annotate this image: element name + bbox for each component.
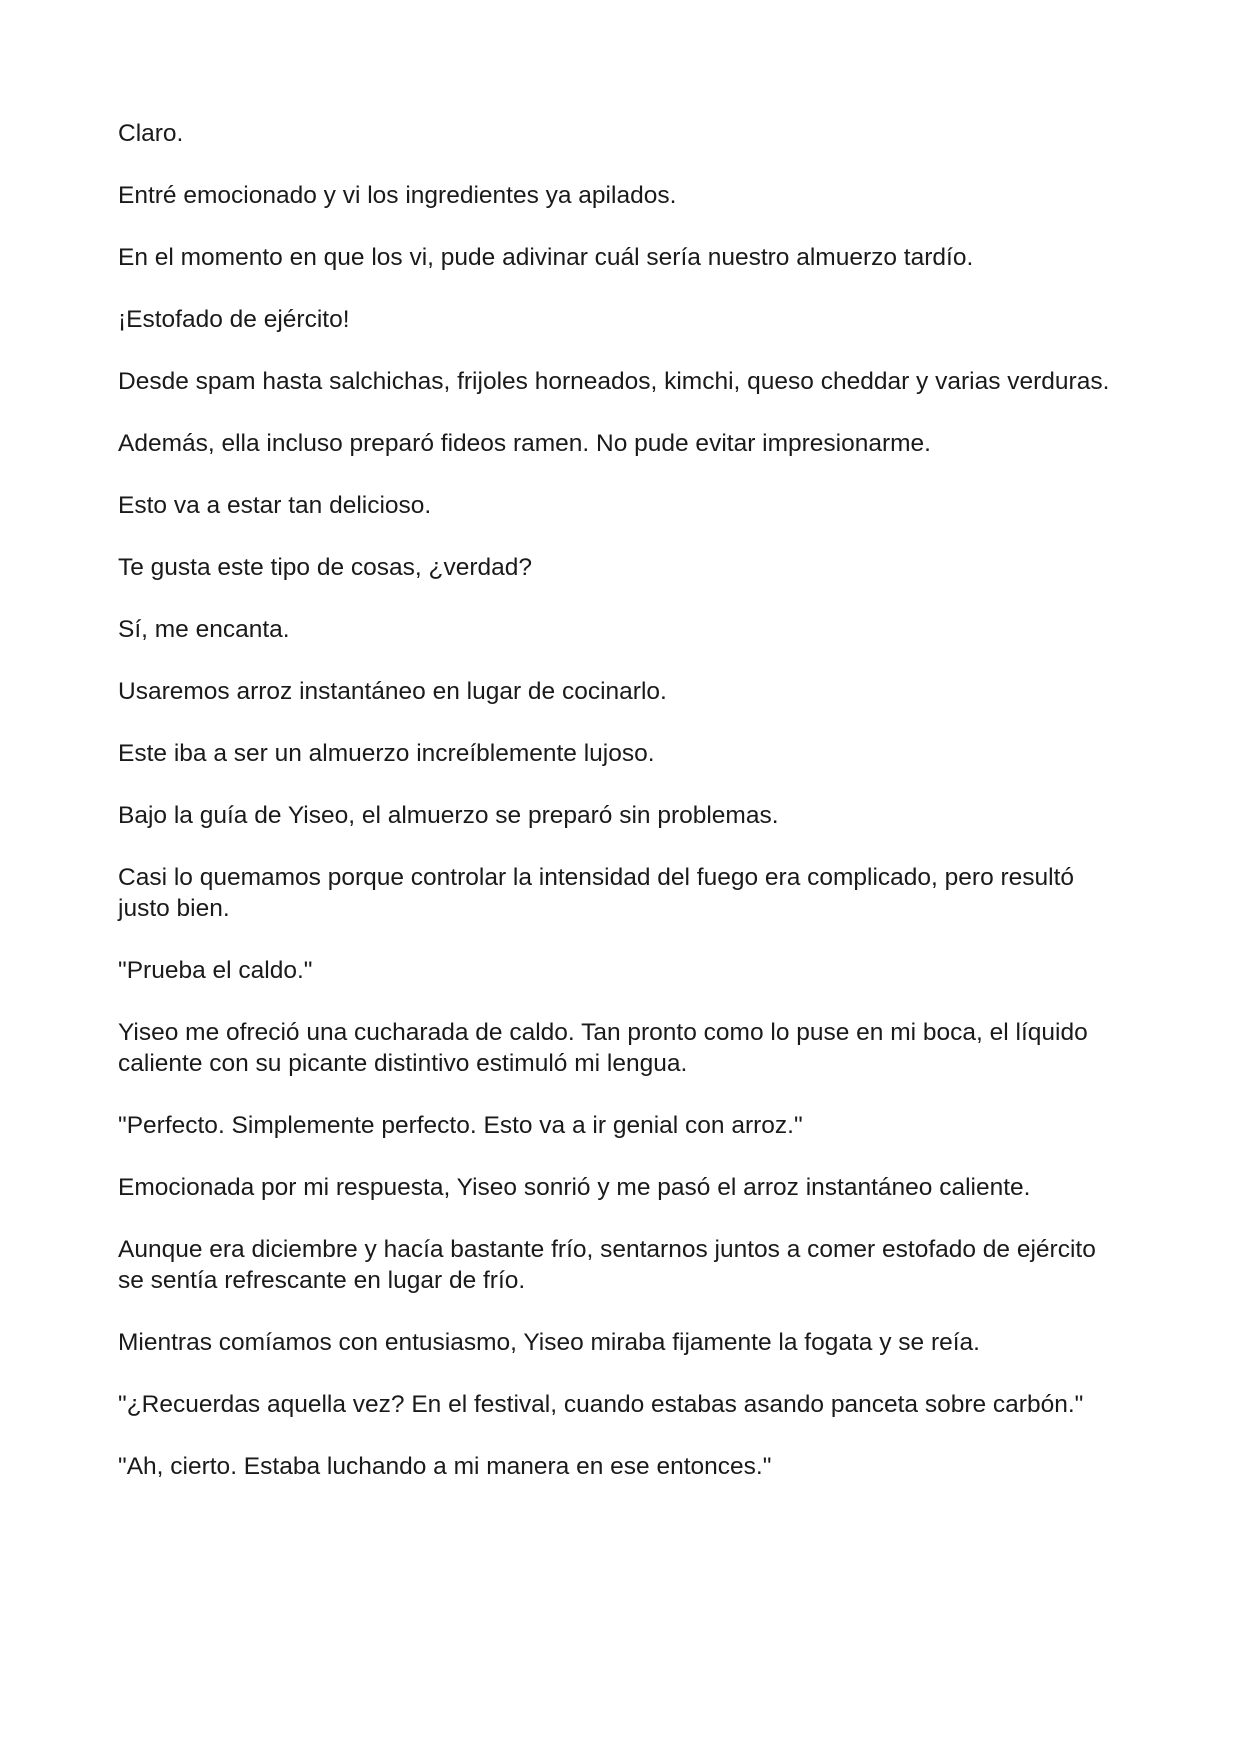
paragraph: "Ah, cierto. Estaba luchando a mi manera en ese entonces."	[118, 1453, 772, 1480]
paragraph: Casi lo quemamos porque controlar la intensidad del fuego era complicado, pero resultó justo bien.	[118, 864, 1075, 922]
paragraph: Te gusta este tipo de cosas, ¿verdad?	[118, 554, 533, 581]
paragraph: ¡Estofado de ejército!	[118, 306, 350, 333]
paragraph: Esto va a estar tan delicioso.	[118, 492, 432, 519]
paragraph: En el momento en que los vi, pude adivinar cuál sería nuestro almuerzo tardío.	[118, 244, 974, 271]
paragraph: Sí, me encanta.	[118, 616, 290, 643]
paragraph: "¿Recuerdas aquella vez? En el festival, cuando estabas asando panceta sobre carbón."	[118, 1391, 1084, 1418]
paragraph: Desde spam hasta salchichas, frijoles horneados, kimchi, queso cheddar y varias verduras.	[118, 368, 1110, 395]
paragraph: Este iba a ser un almuerzo increíblemente lujoso.	[118, 740, 655, 767]
paragraph: Claro.	[118, 120, 184, 147]
paragraph: Además, ella incluso preparó fideos ramen. No pude evitar impresionarme.	[118, 430, 931, 457]
paragraph: Bajo la guía de Yiseo, el almuerzo se preparó sin problemas.	[118, 802, 779, 829]
paragraph: "Perfecto. Simplemente perfecto. Esto va a ir genial con arroz."	[118, 1112, 803, 1139]
paragraph: Usaremos arroz instantáneo en lugar de cocinarlo.	[118, 678, 667, 705]
document-body	[118, 118, 1123, 1513]
paragraph: Yiseo me ofreció una cucharada de caldo. Tan pronto como lo puse en mi boca, el líquido caliente con su picante distintivo estimuló mi lengua.	[118, 1019, 1088, 1077]
paragraph: Aunque era diciembre y hacía bastante frío, sentarnos juntos a comer estofado de ejército se sentía refrescante en lugar de frío.	[118, 1236, 1096, 1294]
paragraph: "Prueba el caldo."	[118, 957, 313, 984]
paragraph: Mientras comíamos con entusiasmo, Yiseo miraba fijamente la fogata y se reía.	[118, 1329, 980, 1356]
paragraph: Entré emocionado y vi los ingredientes ya apilados.	[118, 182, 677, 209]
paragraph: Emocionada por mi respuesta, Yiseo sonrió y me pasó el arroz instantáneo caliente.	[118, 1174, 1031, 1201]
